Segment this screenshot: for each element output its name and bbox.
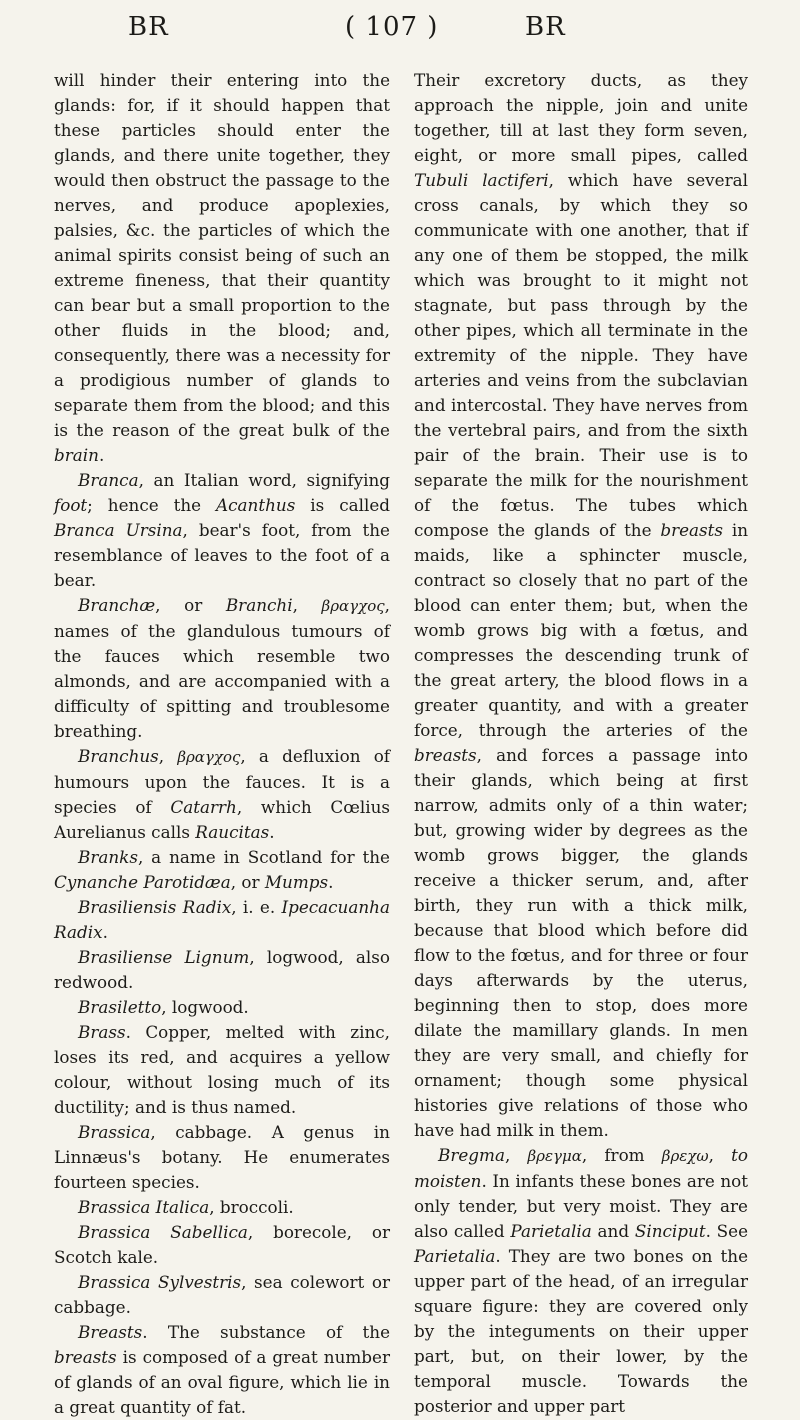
running-header (0, 8, 800, 52)
text-run: , names of the glandulous tumours of the fauces which resemble two almonds, and are accompanied with a difficulty of spitting and troublesome breathing. (54, 595, 390, 741)
text-run: . They are two bones on the upper part of the head, of an irregular square figure: they are covered only by the integuments on their upper part, but, on their lower, by the temporal muscle. Towards the posterior and upper part (414, 1246, 748, 1416)
text-run: , (158, 746, 178, 766)
entry-branchae (54, 593, 390, 744)
text-run: , an Italian word, signifying (138, 470, 390, 490)
italic-term: Branks (78, 847, 138, 867)
entry-branks (54, 845, 390, 895)
text-run: . The substance of the (142, 1322, 390, 1342)
italic-term: Branchi (225, 595, 293, 615)
greek-word: βραγχος (321, 597, 385, 615)
italic-term: Brassica Sabellica (78, 1222, 248, 1242)
text-run: and (591, 1221, 635, 1241)
entry-branchus (54, 744, 390, 845)
italic-term: Catarrh (170, 797, 237, 817)
italic-term: breasts (54, 1347, 117, 1367)
text-run: Their excretory ducts, as they approach the nipple, join and unite together, till at last they form seven, eight, or more small pipes, called (414, 70, 748, 165)
italic-term: foot (54, 495, 88, 515)
text-run: ; hence the (87, 495, 217, 515)
greek-word: βρεχω (661, 1147, 709, 1165)
left-column (54, 68, 390, 1420)
page-number: ( 107 ) (345, 12, 439, 42)
entry-brasiletto (54, 995, 390, 1020)
italic-term: Branchus (78, 746, 159, 766)
greek-word: βρεγμα (527, 1147, 582, 1165)
italic-term: Brass (78, 1022, 126, 1042)
text-run: , (708, 1145, 732, 1165)
italic-term: Brasiletto (78, 997, 162, 1017)
text-run: . In infants these bones are not only tender, but very moist. They are also called (414, 1171, 748, 1241)
text-run: , a defluxion of humours upon the fauces. It is a species of (54, 746, 391, 817)
italic-term: Parietalia (510, 1221, 592, 1241)
entry-breasts-continued (414, 68, 748, 1143)
italic-term: Ipecacuanha Radix (54, 897, 390, 942)
italic-term: Brasiliensis Radix (78, 897, 232, 917)
text-run: , a name in Scotland for the (137, 847, 390, 867)
text-run: , sea colewort or cabbage. (54, 1272, 390, 1317)
text-run: , or (155, 595, 226, 615)
italic-term: breasts (660, 520, 724, 540)
header-left-word: BR (128, 12, 169, 42)
italic-term: Branca (78, 470, 139, 490)
italic-term: Parietalia (414, 1246, 496, 1266)
text-run: is called (295, 495, 390, 515)
entry-bregma (414, 1143, 748, 1419)
italic-term: Brassica Italica (78, 1197, 210, 1217)
entry-brassica-sylvestris (54, 1270, 390, 1320)
text-run: , which have several cross canals, by which they so communicate with one another, that if any one of them be stopped, the milk which was brought to it might not stagnate, but pass through by the other pipes, which all terminate in the extremity of the nipple. They have arteries and veins from the subclavian and intercostal. They have nerves from the vertebral pairs, and from the sixth pair of the brain. Their use is to separate the milk for the nourishment of the fœtus. The tubes which compose the glands of the (414, 170, 748, 540)
text-run: , logwood. (161, 997, 249, 1017)
entry-brassica (54, 1120, 390, 1195)
text-run: , i. e. (231, 897, 282, 917)
italic-term: Sinciput (634, 1221, 706, 1241)
greek-word: βραγχος (177, 748, 241, 766)
italic-term: brain (54, 445, 99, 465)
entry-paragraph (54, 68, 390, 468)
italic-term: Brassica Sylvestris (78, 1272, 242, 1292)
entry-brasiliense-lignum (54, 945, 390, 995)
italic-term: Brasiliense Lignum (78, 947, 250, 967)
text-run: , and forces a passage into their glands, which being at first narrow, admits only of a thin water; but, growing wider by degrees as the womb grows bigger, the glands receive a thicker serum, and, after birth, they run with a thick milk, because that blood which before did flow to the fœtus, and for three or four days afterwards by the uterus, beginning then to stop, does more dilate the mamillary glands. In men they are very small, and chiefly for ornament; though some physical histories give relations of those who have had milk in them. (414, 745, 748, 1140)
italic-term: Mumps (264, 872, 329, 892)
text-run: is composed of a great number of glands of an oval figure, which lie in a great quantity of fat. (54, 1347, 390, 1417)
italic-term: Brassica (78, 1122, 151, 1142)
text-run: , broccoli. (209, 1197, 294, 1217)
text-run: , which Cœlius Aurelianus calls (54, 797, 390, 842)
italic-term: Bregma (438, 1145, 505, 1165)
header-right-word: BR (525, 12, 566, 42)
text-run: . (102, 922, 108, 942)
text-run: . (98, 445, 105, 465)
text-run: will hinder their entering into the glands: for, if it should happen that these particles should enter the glands, and there unite together, they would then obstruct the passage to the nerves, and produce apoplexies, palsies, &c. the particles of which the animal spirits consist being of such an extreme fineness, that their quantity can bear but a small proportion to the other fluids in the blood; and, consequently, there was a necessity for a prodigious number of glands to separate them from the blood; and this is the reason of the great bulk of the (54, 70, 390, 440)
italic-term: to moisten (414, 1145, 748, 1191)
italic-term: breasts (414, 745, 477, 765)
text-run: , (504, 1145, 528, 1165)
entry-brassica-sabellica (54, 1220, 390, 1270)
text-run: . (328, 872, 334, 892)
text-run: , cabbage. A genus in Linnæus's botany. He enumerates fourteen species. (54, 1122, 390, 1192)
italic-term: Cynanche Parotidæa (54, 872, 231, 892)
text-run: , bear's foot, from the resemblance of leaves to the foot of a bear. (54, 520, 390, 590)
right-column (414, 68, 748, 1419)
entry-brass (54, 1020, 390, 1120)
italic-term: Raucitas (195, 822, 270, 842)
text-run: , logwood, also redwood. (54, 947, 390, 992)
text-run: . (269, 822, 275, 842)
italic-term: Branchæ (78, 595, 156, 615)
italic-term: Acanthus (216, 495, 296, 515)
text-run: , borecole, or Scotch kale. (54, 1222, 390, 1267)
entry-brasiliensis-radix (54, 895, 390, 945)
text-run: , from (581, 1145, 662, 1165)
italic-term: Tubuli lactiferi (414, 170, 549, 190)
entry-brassica-italica (54, 1195, 390, 1220)
italic-term: Breasts (78, 1322, 143, 1342)
text-run: , (292, 595, 322, 615)
text-run: in maids, like a sphincter muscle, contract so closely that no part of the blood can enter them; but, when the womb grows big with a fœtus, and compresses the descending trunk of the great artery, the blood flows in a greater quantity, and with a greater force, through the arteries of the (414, 520, 749, 740)
text-run: . Copper, melted with zinc, loses its red, and acquires a yellow colour, without losing much of its ductility; and is thus named. (54, 1022, 390, 1117)
entry-branca (54, 468, 390, 593)
entry-breasts (54, 1320, 390, 1420)
text-run: . See (705, 1221, 749, 1241)
text-run: , or (230, 872, 265, 892)
italic-term: Branca Ursina (54, 520, 183, 540)
